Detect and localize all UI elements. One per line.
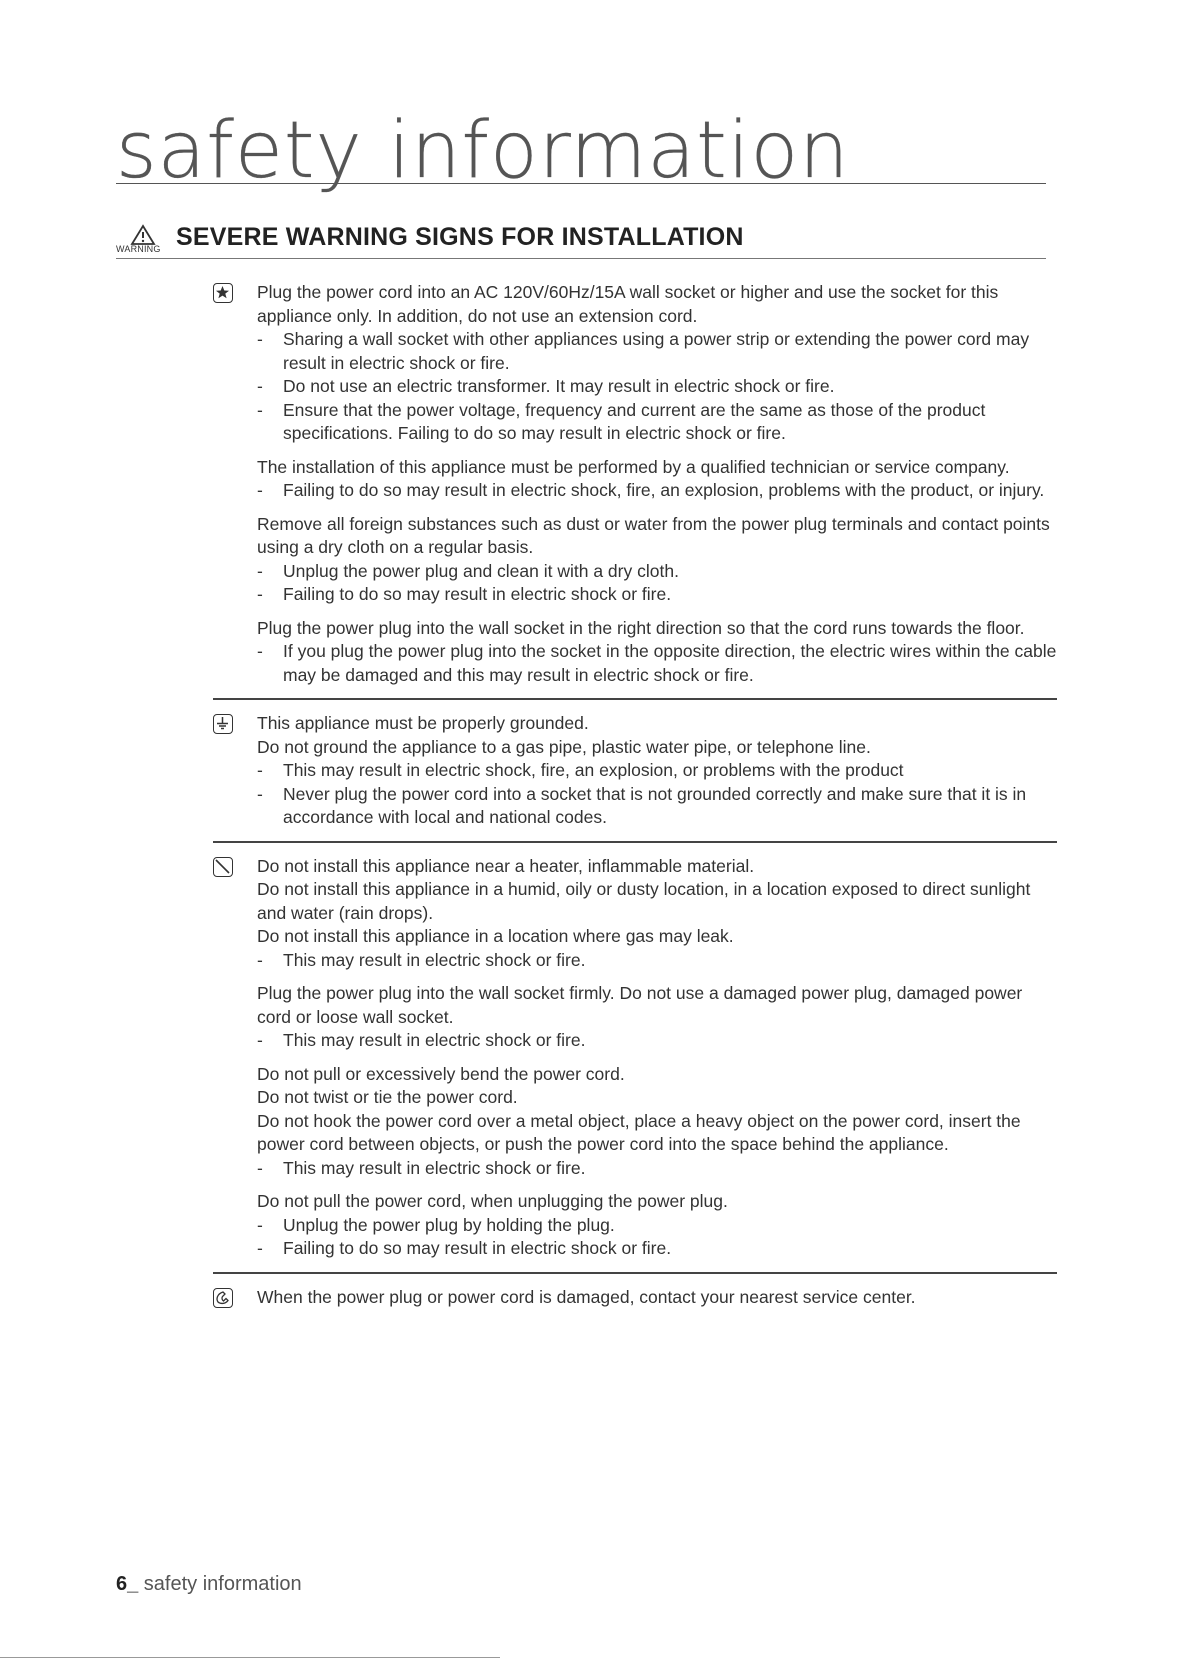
- bullet-dash: -: [257, 480, 263, 500]
- warning-text: Do not install this appliance near a heater, inflammable material.: [257, 855, 755, 876]
- warning-triangle-icon: [130, 224, 156, 246]
- section-title: SEVERE WARNING SIGNS FOR INSTALLATION: [176, 223, 744, 251]
- warning-block: [257, 712, 1057, 830]
- page-number: 6_: [116, 1573, 139, 1595]
- section-header: [116, 220, 1046, 259]
- bullet-item: [257, 399, 1057, 446]
- warning-block: [257, 1063, 1057, 1181]
- bullet-dash: -: [257, 783, 263, 804]
- bullet-item: [257, 1029, 1057, 1053]
- warning-group: [257, 712, 1057, 830]
- bullet-text: This may result in electric shock or fire.: [283, 1030, 586, 1050]
- warning-block: [257, 1286, 1057, 1310]
- warning-block: [257, 456, 1057, 503]
- bullet-text: This may result in electric shock or fire.: [283, 1157, 586, 1178]
- bullet-text: Unplug the power plug by holding the plug.: [283, 1214, 615, 1235]
- bullet-item: [257, 949, 1057, 973]
- bullet-text: Never plug the power cord into a socket that is not grounded correctly and make sure that it is in accordance with local and national codes.: [283, 783, 1027, 827]
- warning-block: [257, 982, 1057, 1053]
- bullet-item: [257, 640, 1057, 687]
- warning-text: Plug the power cord into an AC 120V/60Hz/15A wall socket or higher and use the socket for this appliance only. In addition, do not use an extension cord.: [257, 282, 999, 326]
- warning-block: [257, 617, 1057, 688]
- bullet-dash: -: [257, 376, 263, 396]
- bullet-dash: -: [257, 760, 263, 780]
- section-divider: [213, 1272, 1057, 1274]
- warning-content: [257, 281, 1057, 1309]
- bullet-item: [257, 479, 1057, 503]
- bullet-dash: -: [257, 949, 263, 970]
- warning-text: Do not ground the appliance to a gas pipe, plastic water pipe, or telephone line.: [257, 736, 871, 757]
- bullet-dash: -: [257, 329, 263, 349]
- warning-group: [257, 281, 1057, 687]
- warning-text: Do not pull the power cord, when unplugging the power plug.: [257, 1191, 728, 1211]
- warning-text: Plug the power plug into the wall socket firmly. Do not use a damaged power plug, damaged power cord or loose wall socket.: [257, 983, 1023, 1027]
- bullet-item: [257, 1157, 1057, 1181]
- bullet-item: [257, 1214, 1057, 1238]
- page-title: safety information: [116, 106, 850, 196]
- warning-block: [257, 1190, 1057, 1261]
- bullet-dash: -: [257, 1030, 263, 1050]
- bullet-dash: -: [257, 399, 263, 420]
- bullet-text: Failing to do so may result in electric shock or fire.: [283, 1238, 672, 1258]
- warning-text: Remove all foreign substances such as dust or water from the power plug terminals and contact points using a dry cloth on a regular basis.: [257, 513, 1050, 557]
- bullet-dash: -: [257, 1238, 263, 1258]
- bullet-dash: -: [257, 1214, 263, 1235]
- section-divider: [213, 698, 1057, 700]
- bullet-item: [257, 375, 1057, 399]
- warning-badge: [116, 220, 168, 258]
- warning-text: Do not install this appliance in a humid, oily or dusty location, in a location exposed to direct sunlight and water (rain drops).: [257, 879, 1031, 923]
- warning-block: [257, 513, 1057, 607]
- bullet-text: Failing to do so may result in electric shock or fire.: [283, 584, 672, 604]
- warning-text: This appliance must be properly grounded.: [257, 713, 589, 733]
- bullet-text: If you plug the power plug into the socket in the opposite direction, the electric wires within the cable may be damaged and this may result in electric shock or fire.: [283, 641, 1057, 685]
- section-divider: [213, 841, 1057, 843]
- warning-text: Do not install this appliance in a location where gas may leak.: [257, 926, 734, 946]
- footer-label: safety information: [138, 1573, 302, 1595]
- warning-group: [257, 1286, 1057, 1310]
- bullet-dash: -: [257, 1157, 263, 1178]
- star-icon: [213, 283, 233, 303]
- warning-text: Plug the power plug into the wall socket in the right direction so that the cord runs towards the floor.: [257, 617, 1025, 638]
- ground-icon: [213, 714, 233, 734]
- prohibited-icon: [213, 857, 233, 877]
- bullet-item: [257, 759, 1057, 783]
- bullet-text: Do not use an electric transformer. It may result in electric shock or fire.: [283, 376, 835, 396]
- warning-label: WARNING: [116, 244, 161, 254]
- warning-block: [257, 855, 1057, 973]
- warning-group: [257, 855, 1057, 1261]
- bullet-item: [257, 1237, 1057, 1261]
- bullet-item: [257, 560, 1057, 584]
- warning-text: Do not twist or tie the power cord.: [257, 1087, 518, 1107]
- bullet-text: Unplug the power plug and clean it with a dry cloth.: [283, 560, 679, 581]
- bullet-item: [257, 328, 1057, 375]
- title-rule: [116, 183, 1046, 184]
- warning-text: Do not hook the power cord over a metal object, place a heavy object on the power cord, insert the power cord between objects, or push the power cord into the space behind the appliance.: [257, 1110, 1021, 1154]
- warning-text: The installation of this appliance must be performed by a qualified technician or service company.: [257, 456, 1010, 477]
- bullet-item: [257, 783, 1057, 830]
- warning-text: Do not pull or excessively bend the power cord.: [257, 1063, 625, 1084]
- phone-icon: [213, 1288, 233, 1308]
- bullet-text: Failing to do so may result in electric shock, fire, an explosion, problems with the product, or injury.: [283, 480, 1045, 500]
- bullet-dash: -: [257, 641, 263, 661]
- bullet-item: [257, 583, 1057, 607]
- bullet-text: This may result in electric shock or fire.: [283, 949, 586, 970]
- bottom-rule: [0, 1657, 500, 1658]
- bullet-dash: -: [257, 584, 263, 604]
- bullet-text: Sharing a wall socket with other appliances using a power strip or extending the power cord may result in electric shock or fire.: [283, 329, 1030, 373]
- warning-block: [257, 281, 1057, 446]
- bullet-dash: -: [257, 560, 263, 581]
- warning-text: When the power plug or power cord is damaged, contact your nearest service center.: [257, 1286, 916, 1307]
- page-footer: [116, 1573, 302, 1596]
- bullet-text: Ensure that the power voltage, frequency and current are the same as those of the product specifications. Failing to do so may result in electric shock or fire.: [283, 399, 986, 443]
- bullet-text: This may result in electric shock, fire, an explosion, or problems with the product: [283, 760, 904, 780]
